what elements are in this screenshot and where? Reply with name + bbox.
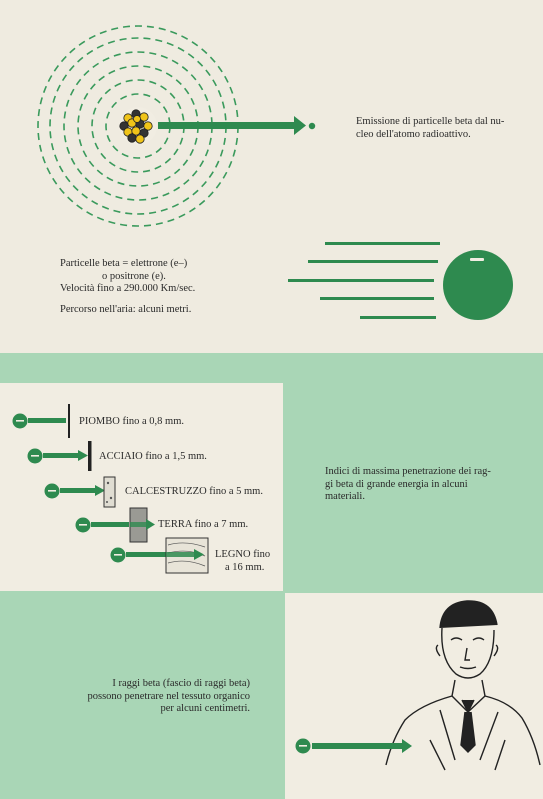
material-label-terra: TERRA fino a 7 mm. xyxy=(158,519,249,530)
material-label-calcestruzzo: CALCESTRUZZO fino a 5 mm. xyxy=(125,486,263,497)
nucleus-icon xyxy=(119,107,157,145)
material-label-legno-line1: LEGNO fino xyxy=(215,549,271,560)
material-label-acciaio: ACCIAIO fino a 1,5 mm. xyxy=(99,451,207,462)
arrow-calcestruzzo-icon xyxy=(45,477,116,507)
speed-lines xyxy=(288,242,440,319)
tissue-caption-line3: per alcuni centimetri. xyxy=(160,703,250,714)
description-line2: o positrone (e). xyxy=(102,270,166,282)
description-line1: Particelle beta = elettrone (e–) xyxy=(60,258,188,269)
emission-caption-line1: Emissione di particelle beta dal nu- xyxy=(356,116,505,127)
material-label-legno-line2: a 16 mm. xyxy=(225,561,265,573)
tissue-caption xyxy=(50,678,250,716)
description-line4: Percorso nell'aria: alcuni metri. xyxy=(60,303,192,315)
tissue-caption-line2: possono penetrare nel tessuto organico xyxy=(87,690,250,702)
beta-particle-icon xyxy=(443,250,513,320)
arrow-acciaio-icon xyxy=(28,441,92,471)
tissue-caption-line1: I raggi beta (fascio di raggi beta) xyxy=(112,678,250,689)
emission-caption xyxy=(356,116,526,141)
arrow-legno-icon xyxy=(111,538,209,573)
beta-particle-description xyxy=(60,258,270,316)
arrow-piombo-icon xyxy=(13,404,71,438)
material-label-legno xyxy=(215,549,270,574)
arrow-terra-icon xyxy=(76,508,156,542)
penetration-caption-line1: Indici di massima penetrazione dei rag- xyxy=(325,466,491,477)
description-line3: Velocità fino a 290.000 Km/sec. xyxy=(60,283,196,294)
beta-emission-arrow xyxy=(158,116,315,135)
material-label-piombo: PIOMBO fino a 0,8 mm. xyxy=(79,416,184,427)
emission-caption-line2: cleo dell'atomo radioattivo. xyxy=(356,128,471,140)
penetration-caption xyxy=(325,466,515,504)
penetration-caption-line3: materiali. xyxy=(325,491,365,502)
penetration-caption-line2: gi beta di grande energia in alcuni xyxy=(325,478,468,490)
